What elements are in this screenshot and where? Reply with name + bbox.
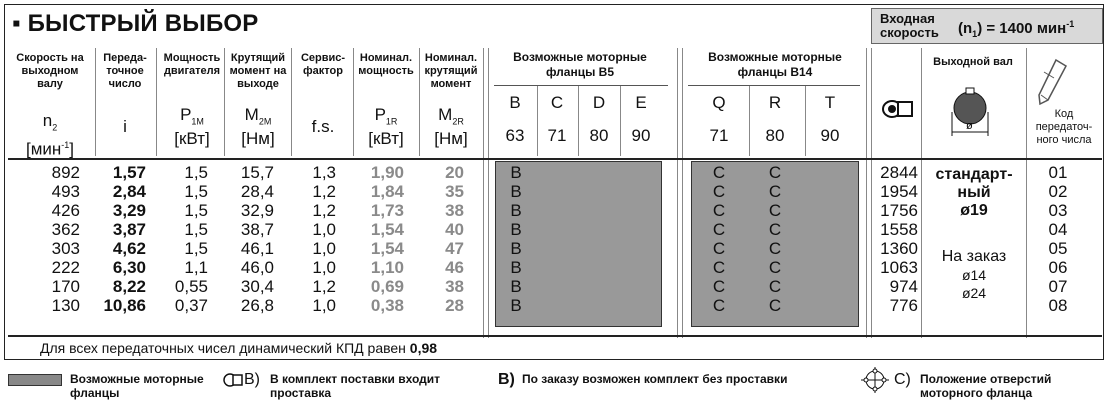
table-cell: 1,0 xyxy=(312,220,336,239)
table-cell: 07 xyxy=(1048,277,1068,296)
header-nom-torque: Номинал. крутящий момент xyxy=(424,52,478,90)
legend-c-mark: C) xyxy=(894,371,911,388)
spacer-icon xyxy=(880,96,916,122)
b5-size: 80 xyxy=(589,126,609,145)
symbol-n2: $n_2$ [мин$^{-1}$] xyxy=(25,111,75,160)
table-cell: 06 xyxy=(1048,258,1068,277)
table-cell: C xyxy=(712,220,726,239)
table-cell: 3,29 xyxy=(112,201,146,220)
table-cell: 170 xyxy=(51,277,80,296)
table-cell: 1,2 xyxy=(312,201,336,220)
table-cell: C xyxy=(768,220,782,239)
table-cell: 776 xyxy=(889,296,918,315)
table-cell: 1,5 xyxy=(184,201,208,220)
legend-swatch xyxy=(8,374,62,386)
table-cell: B xyxy=(510,163,522,182)
b5-letter: B xyxy=(509,93,521,112)
table-cell: 28 xyxy=(445,296,464,315)
divider xyxy=(291,48,292,156)
header-code: Код передаточ-ного числа xyxy=(1035,108,1093,146)
header-power: Мощность двигателя xyxy=(163,52,221,77)
table-cell: 1063 xyxy=(880,258,918,277)
table-cell: C xyxy=(768,239,782,258)
column-nom-power xyxy=(360,163,404,315)
table-cell: B xyxy=(510,201,522,220)
legend-flanges: Возможные моторные фланцы xyxy=(70,372,204,400)
table-cell: 1,0 xyxy=(312,296,336,315)
table-cell: 38,7 xyxy=(240,220,274,239)
table-cell: 2844 xyxy=(880,163,918,182)
page-title: ▪ БЫСТРЫЙ ВЫБОР xyxy=(12,10,259,37)
divider xyxy=(866,48,867,338)
legend-b2-mark: B) xyxy=(498,371,515,388)
table-cell: 1,54 xyxy=(370,220,404,239)
table-cell: C xyxy=(768,277,782,296)
table-cell: 362 xyxy=(51,220,80,239)
table-cell: 46,1 xyxy=(240,239,274,258)
input-speed-box xyxy=(871,8,1103,44)
b14-letter: R xyxy=(768,93,782,112)
table-cell: 0,55 xyxy=(174,277,208,296)
b14-letter: Q xyxy=(712,93,726,112)
table-cell: 32,9 xyxy=(240,201,274,220)
table-cell: 4,62 xyxy=(112,239,146,258)
table-cell: 01 xyxy=(1048,163,1068,182)
input-speed-label: Входная скорость xyxy=(880,11,939,40)
divider xyxy=(8,158,1102,160)
divider xyxy=(682,48,683,338)
shaft-diameter-icon xyxy=(944,82,1002,140)
table-cell: 15,7 xyxy=(240,163,274,182)
table-cell: 03 xyxy=(1048,201,1068,220)
table-cell: 0,38 xyxy=(370,296,404,315)
table-cell: C xyxy=(712,258,726,277)
table-cell: 1,57 xyxy=(112,163,146,182)
table-cell: 38 xyxy=(445,277,464,296)
table-cell: C xyxy=(768,163,782,182)
column-nom-torque xyxy=(430,163,464,315)
table-cell: 1,73 xyxy=(370,201,404,220)
table-cell: 0,69 xyxy=(370,277,404,296)
table-cell: C xyxy=(712,296,726,315)
symbol-p1m: $P_{1M}$ [кВт] xyxy=(174,105,210,149)
table-cell: 1,84 xyxy=(370,182,404,201)
table-cell: 1,2 xyxy=(312,182,336,201)
table-cell: 1,90 xyxy=(370,163,404,182)
table-cell: 1,54 xyxy=(370,239,404,258)
table-cell: C xyxy=(712,163,726,182)
table-cell: 1,3 xyxy=(312,163,336,182)
table-cell: B xyxy=(510,182,522,201)
b5-size: 63 xyxy=(505,126,525,145)
table-cell: C xyxy=(768,296,782,315)
table-cell: C xyxy=(712,182,726,201)
legend-b-text: В комплект поставки входит проставка xyxy=(270,372,441,400)
table-cell: 1,10 xyxy=(370,258,404,277)
header-shaft: Выходной вал xyxy=(933,56,1013,68)
divider xyxy=(8,335,1102,337)
table-cell: 30,4 xyxy=(240,277,274,296)
table-cell: 1,0 xyxy=(312,239,336,258)
column-ratio xyxy=(96,163,146,315)
table-cell: 1954 xyxy=(880,182,918,201)
column-b14-q xyxy=(699,163,739,315)
header-service: Сервис-фактор xyxy=(300,52,346,77)
table-cell: 222 xyxy=(51,258,80,277)
table-cell: 05 xyxy=(1048,239,1068,258)
table-cell: C xyxy=(768,182,782,201)
divider xyxy=(921,48,922,338)
table-cell: C xyxy=(712,239,726,258)
column-power xyxy=(164,163,208,315)
legend-b2-text: По заказу возможен комплект без проставки xyxy=(522,372,788,386)
table-cell: 20 xyxy=(445,163,464,182)
divider xyxy=(749,86,750,156)
table-cell: B xyxy=(510,277,522,296)
table-cell: 35 xyxy=(445,182,464,201)
b5-letter: E xyxy=(635,93,647,112)
table-cell: 493 xyxy=(51,182,80,201)
table-cell: 38 xyxy=(445,201,464,220)
column-torque xyxy=(230,163,274,315)
table-cell: 1,5 xyxy=(184,182,208,201)
table-cell: 47 xyxy=(445,239,464,258)
header-speed: Скорость на выходном валу xyxy=(16,52,84,90)
table-cell: 40 xyxy=(445,220,464,239)
table-cell: C xyxy=(768,258,782,277)
header-b14: Возможные моторные фланцы B14 xyxy=(708,50,842,79)
pencil-icon xyxy=(1036,58,1070,106)
b14-size: 71 xyxy=(709,126,729,145)
table-cell: 04 xyxy=(1048,220,1068,239)
table-cell: 1,5 xyxy=(184,220,208,239)
table-cell: 46,0 xyxy=(240,258,274,277)
divider xyxy=(353,48,354,156)
symbol-fs: f.s. xyxy=(311,117,335,136)
legend-b-mark: B) xyxy=(244,371,260,388)
divider xyxy=(156,48,157,156)
table-cell: 8,22 xyxy=(112,277,146,296)
column-b5 xyxy=(496,163,536,315)
table-cell: 1756 xyxy=(880,201,918,220)
table-cell: 1360 xyxy=(880,239,918,258)
flange-holes-icon xyxy=(858,366,892,394)
table-cell: B xyxy=(510,296,522,315)
table-cell: 1,5 xyxy=(184,239,208,258)
divider xyxy=(488,48,489,338)
table-cell: C xyxy=(768,201,782,220)
b14-size: 90 xyxy=(820,126,840,145)
table-cell: C xyxy=(712,277,726,296)
table-cell: B xyxy=(510,239,522,258)
symbol-i: i xyxy=(123,117,127,136)
divider xyxy=(677,48,678,338)
b5-letter: C xyxy=(550,93,564,112)
table-cell: 974 xyxy=(889,277,918,296)
symbol-m2r: $M_{2R}$ [Нм] xyxy=(434,105,468,149)
divider xyxy=(1026,48,1027,338)
table-cell: 10,86 xyxy=(103,296,146,315)
b5-letter: D xyxy=(592,93,606,112)
table-cell: 130 xyxy=(51,296,80,315)
shaft-standard: стандарт- ный ø19 xyxy=(935,166,1013,219)
column-service xyxy=(302,163,336,315)
legend-c-text: Положение отверстий моторного фланца xyxy=(920,372,1052,400)
b14-letter: T xyxy=(824,93,836,112)
efficiency-note: Для всех передаточных чисел динамический КПД равен 0,98 xyxy=(40,340,438,356)
table-cell: 1,2 xyxy=(312,277,336,296)
svg-text:ø: ø xyxy=(966,120,973,132)
header-ratio: Переда-точное число xyxy=(103,52,147,90)
input-speed-value: $(n_1) = 1400$ мин$^{-1}$ xyxy=(958,19,1075,39)
table-cell: 303 xyxy=(51,239,80,258)
table-cell: B xyxy=(510,258,522,277)
table-cell: 46 xyxy=(445,258,464,277)
table-cell: 2,84 xyxy=(112,182,146,201)
table-cell: 26,8 xyxy=(240,296,274,315)
header-b5: Возможные моторные фланцы B5 xyxy=(513,50,647,79)
divider xyxy=(95,48,96,156)
table-cell: 3,87 xyxy=(112,220,146,239)
table-cell: 1,1 xyxy=(184,258,208,277)
divider xyxy=(494,85,668,86)
table-cell: 0,37 xyxy=(174,296,208,315)
divider xyxy=(419,48,420,156)
symbol-m2m: $M_{2M}$ [Нм] xyxy=(241,105,275,149)
header-nom-power: Номинал. мощность xyxy=(358,52,414,77)
shaft-order: На заказ ø14 ø24 xyxy=(941,248,1007,301)
spacer-icon xyxy=(222,372,244,390)
divider xyxy=(483,48,484,338)
header-torque: Крутящий момент на выходе xyxy=(229,52,287,90)
divider xyxy=(224,48,225,156)
b5-size: 71 xyxy=(547,126,567,145)
divider xyxy=(871,48,872,338)
column-code xyxy=(1036,163,1080,315)
symbol-p1r: $P_{1R}$ [кВт] xyxy=(368,105,404,149)
table-cell: 08 xyxy=(1048,296,1068,315)
column-spacer-part xyxy=(874,163,918,315)
divider xyxy=(805,86,806,156)
table-cell: C xyxy=(712,201,726,220)
table-cell: 02 xyxy=(1048,182,1068,201)
table-cell: 892 xyxy=(51,163,80,182)
table-cell: 426 xyxy=(51,201,80,220)
table-cell: 1,5 xyxy=(184,163,208,182)
b5-size: 90 xyxy=(631,126,651,145)
table-cell: 28,4 xyxy=(240,182,274,201)
divider xyxy=(688,85,860,86)
column-n2 xyxy=(40,163,80,315)
table-cell: 6,30 xyxy=(112,258,146,277)
column-b14-r xyxy=(755,163,795,315)
table-cell: B xyxy=(510,220,522,239)
table-cell: 1,0 xyxy=(312,258,336,277)
table-cell: 1558 xyxy=(880,220,918,239)
b14-size: 80 xyxy=(765,126,785,145)
